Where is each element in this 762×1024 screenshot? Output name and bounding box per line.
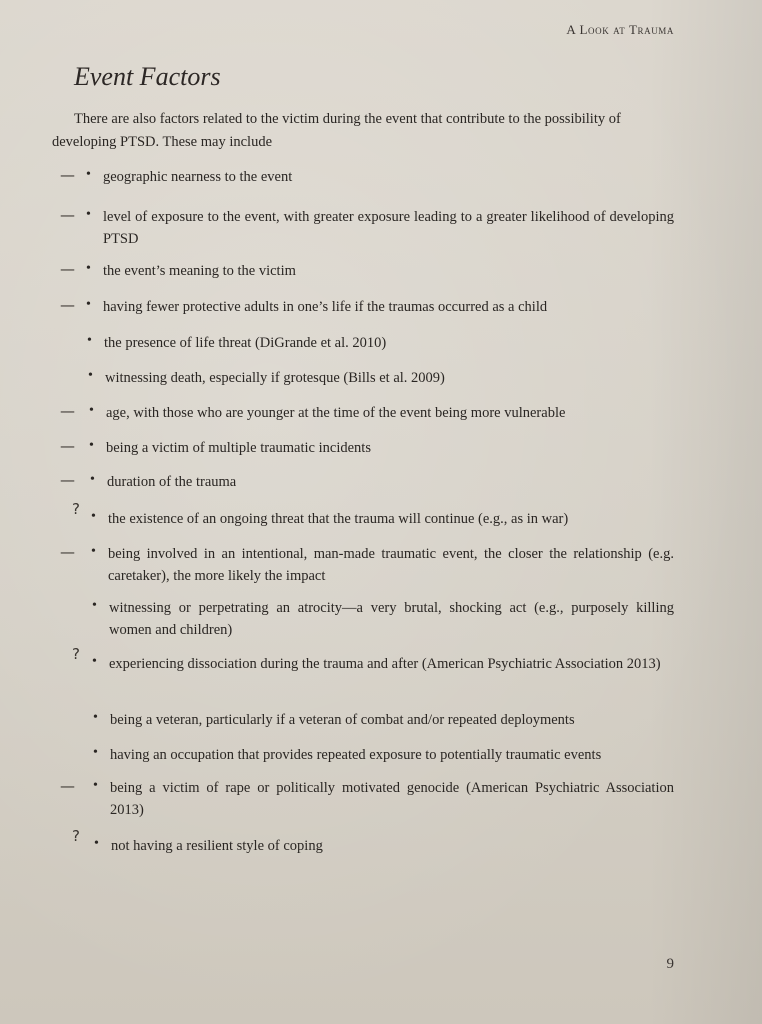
list-item-text: age, with those who are younger at the time of the event being more vulnerable	[106, 405, 566, 421]
bullet-icon: •	[91, 544, 96, 559]
handwritten-dash-mark: —	[60, 437, 75, 455]
bullet-icon: •	[88, 368, 93, 383]
bullet-icon: •	[86, 297, 91, 312]
handwritten-dash-mark: —	[60, 471, 75, 489]
bullet-icon: •	[94, 836, 99, 851]
bullet-icon: •	[89, 403, 94, 418]
list-item-text: duration of the trauma	[107, 474, 237, 490]
bullet-icon: •	[92, 598, 97, 613]
section-title: Event Factors	[74, 62, 221, 91]
bullet-icon: •	[86, 167, 91, 182]
list-item-text: the event’s meaning to the victim	[103, 263, 296, 279]
bullet-icon: •	[93, 745, 98, 760]
bullet-icon: •	[90, 472, 95, 487]
list-item-text: the existence of an ongoing threat that the trauma will continue (e.g., as in war)	[108, 511, 569, 527]
handwritten-dash-mark: —	[60, 402, 75, 420]
list-item-text: being involved in an intentional, man-made traumatic event, the closer the relationship (e.g. caretaker), the more likely the impact	[108, 546, 674, 584]
list-item-text: the presence of life threat (DiGrande et al. 2010)	[104, 335, 387, 351]
list-item-text: being a victim of multiple traumatic incidents	[106, 440, 371, 456]
handwritten-dash-mark: —	[60, 777, 75, 795]
bullet-icon: •	[92, 654, 97, 669]
handwritten-question-mark: ?	[72, 645, 80, 663]
list-item-text: not having a resilient style of coping	[111, 838, 323, 854]
list-item-text: being a veteran, particularly if a veteran of combat and/or repeated deployments	[110, 712, 575, 728]
list-item-text: geographic nearness to the event	[103, 169, 293, 185]
handwritten-question-mark: ?	[72, 500, 80, 518]
bullet-icon: •	[89, 438, 94, 453]
bullet-icon: •	[91, 509, 96, 524]
bullet-icon: •	[86, 261, 91, 276]
running-head: A Look at Trauma	[566, 22, 674, 37]
intro-paragraph: There are also factors related to the victim during the event that contribute to the possibility of developing PTSD. These may include	[52, 111, 621, 150]
handwritten-dash-mark: —	[60, 166, 75, 184]
bullet-icon: •	[93, 710, 98, 725]
list-item-text: level of exposure to the event, with greater exposure leading to a greater likelihood of developing PTSD	[103, 209, 674, 247]
handwritten-dash-mark: —	[60, 260, 75, 278]
list-item-text: having an occupation that provides repeated exposure to potentially traumatic events	[110, 747, 602, 763]
bullet-icon: •	[87, 333, 92, 348]
list-item-text: being a victim of rape or politically motivated genocide (American Psychiatric Association 2013)	[110, 780, 674, 818]
bullet-icon: •	[86, 207, 91, 222]
handwritten-dash-mark: —	[60, 296, 75, 314]
handwritten-dash-mark: —	[60, 543, 75, 561]
bullet-icon: •	[93, 778, 98, 793]
page-number: 9	[666, 956, 674, 972]
list-item-text: witnessing death, especially if grotesque (Bills et al. 2009)	[105, 370, 445, 386]
handwritten-question-mark: ?	[72, 827, 80, 845]
list-item-text: experiencing dissociation during the trauma and after (American Psychiatric Association 2013)	[109, 656, 661, 672]
list-item-text: having fewer protective adults in one’s life if the traumas occurred as a child	[103, 299, 548, 315]
list-item-text: witnessing or perpetrating an atrocity—a very brutal, shocking act (e.g., purposely killing women and children)	[109, 600, 674, 638]
handwritten-dash-mark: —	[60, 206, 75, 224]
